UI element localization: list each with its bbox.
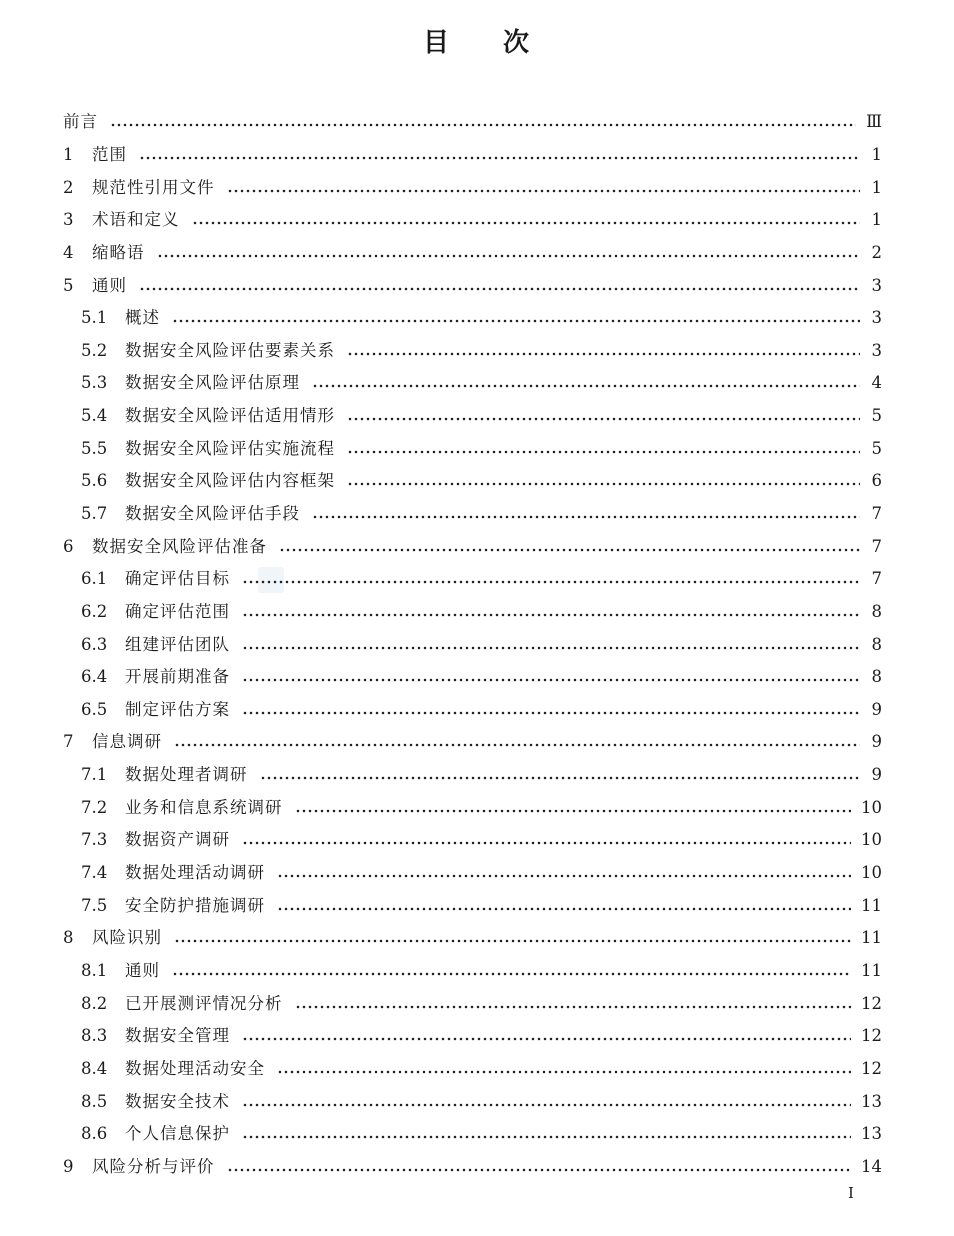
toc-entry-label: 数据安全风险评估准备 bbox=[92, 536, 267, 556]
toc-entry[interactable] bbox=[63, 1151, 882, 1184]
toc-entry-page: 2 bbox=[871, 242, 882, 262]
toc-entry-label: 范围 bbox=[92, 144, 127, 164]
toc-entry[interactable] bbox=[63, 955, 882, 988]
toc-entry-page: 10 bbox=[861, 797, 882, 817]
toc-dot-leader bbox=[242, 841, 851, 845]
toc-dot-leader bbox=[277, 907, 851, 911]
toc-entry-label: 风险识别 bbox=[92, 928, 162, 948]
toc-entry-label: 数据安全风险评估适用情形 bbox=[125, 406, 335, 426]
toc-entry-label: 组建评估团队 bbox=[125, 634, 230, 654]
toc-entry-page: Ⅲ bbox=[866, 112, 882, 132]
toc-entry-number: 8.1 bbox=[81, 960, 108, 980]
toc-entry-number: 5.7 bbox=[81, 504, 108, 523]
toc-entry-page: 3 bbox=[871, 308, 882, 328]
toc-entry-number: 9 bbox=[63, 1156, 74, 1176]
toc-entry-page: 1 bbox=[871, 144, 882, 164]
toc-entry-label: 数据安全风险评估实施流程 bbox=[125, 438, 335, 458]
toc-dot-leader bbox=[227, 1168, 852, 1172]
toc-entry-number: 3 bbox=[63, 210, 74, 230]
toc-entry[interactable] bbox=[63, 987, 882, 1020]
toc-entry-number: 8.2 bbox=[81, 993, 108, 1013]
toc-entry[interactable] bbox=[63, 1020, 882, 1053]
toc-dot-leader bbox=[277, 1070, 851, 1074]
toc-entry-number: 6.5 bbox=[81, 699, 108, 719]
toc-dot-leader bbox=[139, 287, 860, 291]
toc-dot-leader bbox=[295, 1005, 852, 1009]
toc-entry-label: 安全防护措施调研 bbox=[125, 895, 265, 915]
toc-entry[interactable] bbox=[63, 400, 882, 433]
toc-entry-label: 业务和信息系统调研 bbox=[125, 797, 283, 817]
toc-entry-page: 14 bbox=[861, 1156, 882, 1176]
toc-entry-page: 3 bbox=[871, 275, 882, 295]
toc-entry[interactable] bbox=[63, 889, 882, 922]
toc-entry[interactable] bbox=[63, 334, 882, 367]
toc-entry-number: 8.5 bbox=[81, 1091, 108, 1111]
toc-dot-leader bbox=[157, 254, 861, 258]
toc-entry[interactable] bbox=[63, 759, 882, 792]
toc-dot-leader bbox=[139, 156, 860, 160]
toc-entry-page: 13 bbox=[861, 1124, 882, 1144]
toc-entry-page: 8 bbox=[871, 601, 882, 621]
toc-entry[interactable] bbox=[63, 498, 882, 531]
toc-entry-page: 12 bbox=[861, 1058, 882, 1078]
toc-entry-label: 确定评估范围 bbox=[125, 601, 230, 621]
toc-entry-page: 9 bbox=[871, 699, 882, 719]
toc-entry-number: 5.3 bbox=[81, 373, 108, 393]
toc-dot-leader bbox=[174, 939, 851, 943]
toc-entry-page: 5 bbox=[871, 406, 882, 426]
toc-entry[interactable] bbox=[63, 106, 882, 139]
toc-dot-leader bbox=[347, 417, 860, 421]
toc-entry-page: 5 bbox=[871, 438, 882, 458]
toc-entry-page: 11 bbox=[861, 895, 882, 915]
toc-dot-leader bbox=[242, 1135, 851, 1139]
footer-page-number: I bbox=[848, 1184, 854, 1202]
toc-entry-label: 确定评估目标 bbox=[125, 569, 230, 589]
toc-entry-number: 8.4 bbox=[81, 1058, 108, 1078]
toc-entry-label: 规范性引用文件 bbox=[92, 177, 215, 197]
toc-entry[interactable] bbox=[63, 139, 882, 172]
toc-dot-leader bbox=[227, 189, 861, 193]
toc-entry[interactable] bbox=[63, 628, 882, 661]
toc-entry-number: 6.1 bbox=[81, 569, 108, 589]
toc-entry-label: 制定评估方案 bbox=[125, 699, 230, 719]
toc-dot-leader bbox=[312, 515, 860, 519]
toc-entry-number: 7.1 bbox=[81, 765, 108, 785]
toc-entry-label: 数据处理活动安全 bbox=[125, 1058, 265, 1078]
toc-entry-number: 5.2 bbox=[81, 340, 108, 360]
toc-dot-leader bbox=[242, 646, 860, 650]
title-char-1: 目 bbox=[422, 27, 451, 58]
toc-entry-number: 6.4 bbox=[81, 667, 108, 687]
toc-dot-leader bbox=[347, 450, 860, 454]
toc-entry-page: 10 bbox=[861, 830, 882, 850]
toc-entry-number: 7.4 bbox=[81, 863, 108, 883]
table-of-contents bbox=[63, 106, 882, 1183]
toc-dot-leader bbox=[242, 1037, 851, 1041]
toc-entry[interactable] bbox=[63, 465, 882, 498]
toc-entry[interactable] bbox=[63, 1053, 882, 1086]
toc-entry-number: 4 bbox=[63, 242, 74, 262]
toc-entry-number: 8.3 bbox=[81, 1026, 108, 1046]
toc-dot-leader bbox=[260, 776, 861, 780]
toc-entry[interactable] bbox=[63, 563, 882, 596]
toc-dot-leader bbox=[347, 352, 860, 356]
toc-entry-number: 6.2 bbox=[81, 601, 108, 621]
toc-entry-label: 数据处理者调研 bbox=[125, 765, 248, 785]
toc-entry-label: 已开展测评情况分析 bbox=[125, 993, 283, 1013]
toc-dot-leader bbox=[110, 123, 856, 127]
toc-entry-number: 6 bbox=[63, 536, 74, 556]
toc-dot-leader bbox=[242, 1103, 851, 1107]
toc-entry-number: 5 bbox=[63, 275, 74, 295]
toc-entry-label: 前言 bbox=[63, 112, 98, 132]
toc-dot-leader bbox=[172, 319, 860, 323]
toc-entry[interactable] bbox=[63, 237, 882, 270]
toc-entry[interactable] bbox=[63, 171, 882, 204]
toc-entry-page: 1 bbox=[871, 210, 882, 230]
toc-entry[interactable] bbox=[63, 530, 882, 563]
toc-entry-number: 5.6 bbox=[81, 471, 108, 491]
toc-dot-leader bbox=[279, 548, 860, 552]
toc-entry-page: 13 bbox=[861, 1091, 882, 1111]
page-title bbox=[0, 18, 954, 62]
toc-entry[interactable] bbox=[63, 791, 882, 824]
toc-entry[interactable] bbox=[63, 1118, 882, 1151]
toc-dot-leader bbox=[242, 678, 860, 682]
title-char-2: 次 bbox=[503, 27, 532, 58]
toc-entry-label: 缩略语 bbox=[92, 242, 145, 262]
toc-entry[interactable] bbox=[63, 596, 882, 629]
toc-entry-page: 7 bbox=[871, 504, 882, 523]
toc-dot-leader bbox=[277, 874, 851, 878]
toc-entry-page: 7 bbox=[871, 569, 882, 589]
toc-entry-number: 5.1 bbox=[81, 308, 108, 328]
toc-entry-label: 数据安全风险评估手段 bbox=[125, 504, 300, 523]
toc-entry-page: 8 bbox=[871, 634, 882, 654]
toc-entry-label: 信息调研 bbox=[92, 732, 162, 752]
toc-entry-page: 10 bbox=[861, 863, 882, 883]
toc-entry[interactable] bbox=[63, 367, 882, 400]
toc-dot-leader bbox=[242, 711, 860, 715]
toc-entry-page: 3 bbox=[871, 340, 882, 360]
toc-entry[interactable] bbox=[63, 824, 882, 857]
toc-dot-leader bbox=[242, 580, 860, 584]
toc-entry-number: 1 bbox=[63, 144, 74, 164]
toc-entry-number: 8 bbox=[63, 928, 74, 948]
toc-entry-page: 8 bbox=[871, 667, 882, 687]
toc-entry-label: 数据安全管理 bbox=[125, 1026, 230, 1046]
toc-entry-page: 12 bbox=[861, 1026, 882, 1046]
toc-dot-leader bbox=[174, 743, 860, 747]
toc-entry-page: 11 bbox=[861, 960, 882, 980]
toc-entry-label: 数据安全技术 bbox=[125, 1091, 230, 1111]
toc-entry-number: 8.6 bbox=[81, 1124, 108, 1144]
toc-entry-page: 4 bbox=[871, 373, 882, 393]
toc-entry-number: 7.3 bbox=[81, 830, 108, 850]
toc-dot-leader bbox=[295, 809, 852, 813]
toc-entry-page: 11 bbox=[861, 928, 882, 948]
toc-entry-page: 7 bbox=[871, 536, 882, 556]
toc-entry-label: 通则 bbox=[92, 275, 127, 295]
toc-entry-number: 7 bbox=[63, 732, 74, 752]
toc-entry-label: 数据安全风险评估要素关系 bbox=[125, 340, 335, 360]
toc-entry[interactable] bbox=[63, 269, 882, 302]
toc-entry[interactable] bbox=[63, 857, 882, 890]
toc-entry-label: 通则 bbox=[125, 960, 160, 980]
toc-dot-leader bbox=[172, 972, 851, 976]
toc-dot-leader bbox=[192, 221, 861, 225]
toc-entry-page: 12 bbox=[861, 993, 882, 1013]
toc-entry[interactable] bbox=[63, 1085, 882, 1118]
toc-dot-leader bbox=[347, 482, 860, 486]
toc-entry-label: 数据安全风险评估内容框架 bbox=[125, 471, 335, 491]
toc-entry-label: 术语和定义 bbox=[92, 210, 180, 230]
toc-dot-leader bbox=[312, 384, 860, 388]
toc-entry-label: 开展前期准备 bbox=[125, 667, 230, 687]
toc-entry-page: 9 bbox=[871, 765, 882, 785]
toc-entry[interactable] bbox=[63, 204, 882, 237]
toc-entry-number: 5.5 bbox=[81, 438, 108, 458]
toc-entry[interactable] bbox=[63, 302, 882, 335]
toc-entry-label: 数据资产调研 bbox=[125, 830, 230, 850]
toc-entry[interactable] bbox=[63, 922, 882, 955]
toc-entry-page: 6 bbox=[871, 471, 882, 491]
toc-entry-label: 数据处理活动调研 bbox=[125, 863, 265, 883]
toc-entry[interactable] bbox=[63, 694, 882, 727]
toc-entry[interactable] bbox=[63, 661, 882, 694]
toc-entry-label: 概述 bbox=[125, 308, 160, 328]
toc-entry-label: 个人信息保护 bbox=[125, 1124, 230, 1144]
toc-entry[interactable] bbox=[63, 432, 882, 465]
toc-entry-number: 2 bbox=[63, 177, 74, 197]
toc-entry-number: 7.2 bbox=[81, 797, 108, 817]
toc-entry-page: 9 bbox=[871, 732, 882, 752]
toc-entry-number: 7.5 bbox=[81, 895, 108, 915]
toc-entry-label: 数据安全风险评估原理 bbox=[125, 373, 300, 393]
toc-entry-number: 6.3 bbox=[81, 634, 108, 654]
toc-entry-number: 5.4 bbox=[81, 406, 108, 426]
toc-entry-page: 1 bbox=[871, 177, 882, 197]
toc-entry[interactable] bbox=[63, 726, 882, 759]
toc-entry-label: 风险分析与评价 bbox=[92, 1156, 215, 1176]
toc-dot-leader bbox=[242, 613, 860, 617]
